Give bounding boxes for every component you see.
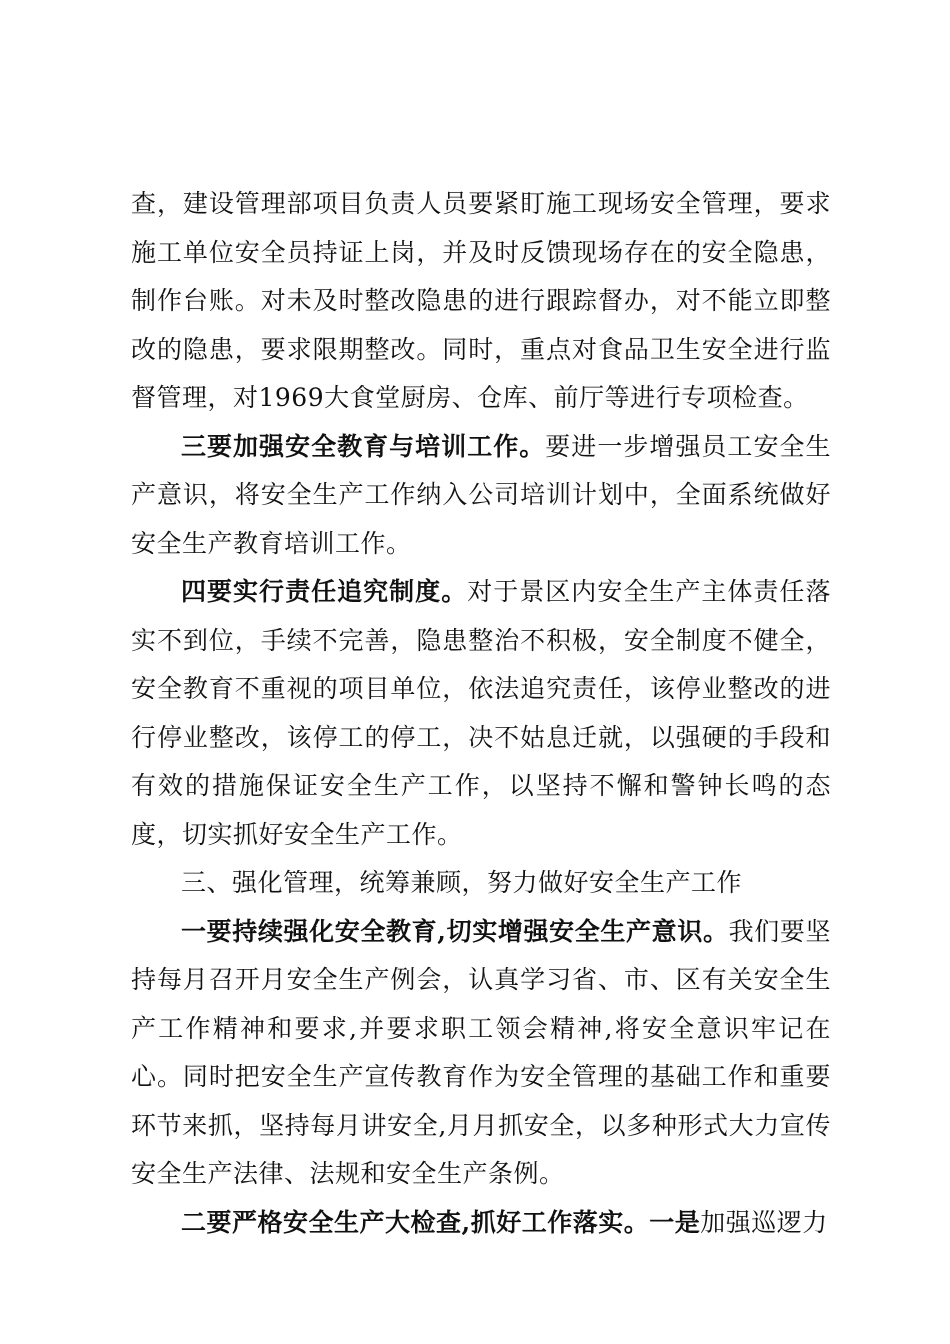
paragraph-accountability [131, 568, 831, 859]
section-heading [131, 859, 831, 908]
paragraph-lead: 四要实行责任追究制度。 [181, 577, 468, 606]
paragraph-inspection [131, 1199, 831, 1248]
paragraph-text: 要进一步增强员工安全生产意识，将安全生产工作纳入公司培训计划中，全面系统做好安全生产教育培训工作。 [131, 431, 831, 558]
paragraph-sublead: 一是 [649, 1207, 701, 1237]
paragraph-lead: 一要持续强化安全教育,切实增强安全生产意识。 [181, 916, 729, 946]
paragraph-text: 查，建设管理部项目负责人员要紧盯施工现场安全管理，要求施工单位安全员持证上岗，并及时反馈现场存在的安全隐患，制作台账。对未及时整改隐患的进行跟踪督办，对不能立即整改的隐患，要求限期整改。同时，重点对食品卫生安全进行监督管理，对1969大食堂厨房、仓库、前厅等进行专项检查。 [131, 189, 831, 412]
paragraph-lead: 二要严格安全生产大检查,抓好工作落实。 [181, 1207, 650, 1237]
paragraph-continuation [131, 180, 831, 423]
paragraph-safety-education [131, 908, 831, 1199]
paragraph-education-training [131, 423, 831, 569]
paragraph-lead: 三要加强安全教育与培训工作。 [181, 431, 546, 461]
paragraph-text: 加强巡逻力 [700, 1207, 828, 1237]
section-heading-text: 三、强化管理，统筹兼顾，努力做好安全生产工作 [181, 868, 743, 897]
paragraph-text: 我们要坚持每月召开月安全生产例会，认真学习省、市、区有关安全生产工作精神和要求,并要求职工领会精神,将安全意识牢记在心。同时把安全生产宣传教育作为安全管理的基础工作和重要环节来抓，坚持每月讲安全,月月抓安全，以多种形式大力宣传安全生产法律、法规和安全生产条例。 [131, 916, 831, 1188]
document-body [131, 180, 831, 1247]
paragraph-text: 对于景区内安全生产主体责任落实不到位，手续不完善，隐患整治不积极，安全制度不健全，安全教育不重视的项目单位，依法追究责任，该停业整改的进行停业整改，该停工的停工，决不姑息迁就，以强硬的手段和有效的措施保证安全生产工作，以坚持不懈和警钟长鸣的态度，切实抓好安全生产工作。 [131, 577, 831, 849]
